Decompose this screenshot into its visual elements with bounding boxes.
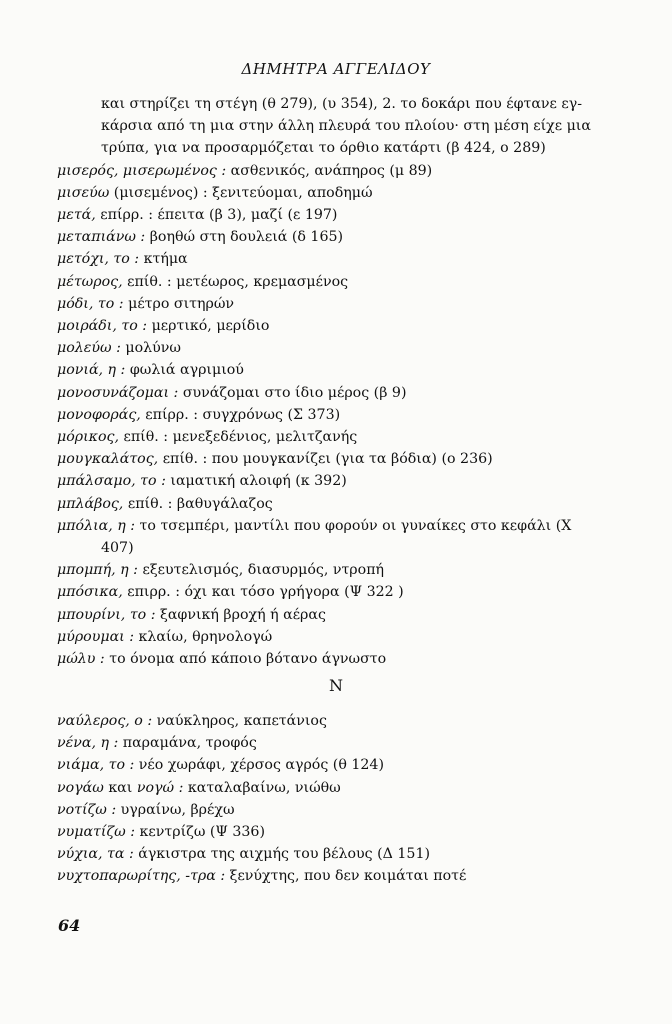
glossary-entry — [57, 382, 617, 404]
definition: καταλαβαίνω, νιώθω — [187, 779, 341, 796]
definition: νέο χωράφι, χέρσος αγρός (θ 124) — [138, 757, 384, 774]
glossary-entry — [57, 359, 617, 381]
section-letter: Ν — [329, 676, 343, 695]
headword: μόδι, το : — [57, 295, 124, 312]
headword: μολεύω : — [57, 340, 121, 357]
headword: νογάω — [57, 779, 104, 796]
glossary-entry — [57, 493, 617, 515]
headword: μισεύω — [57, 184, 110, 201]
glossary-entry — [57, 248, 617, 270]
glossary-block-m — [57, 93, 617, 670]
definition: φωλιά αγριμιού — [129, 362, 244, 379]
definition: συνάζομαι στο ίδιο μέρος (β 9) — [182, 384, 407, 401]
definition: το όνομα από κάποιο βότανο άγνωστο — [109, 651, 387, 668]
glossary-entry — [57, 448, 617, 470]
definition: επίρρ. : συγχρόνως (Σ 373) — [145, 406, 341, 423]
definition: επίθ. : που μουγκανίζει (για τα βόδια) (ο 236) — [162, 451, 493, 468]
running-header: ΔΗΜΗΤΡΑ ΑΓΓΕΛΙΔΟΥ — [241, 60, 431, 78]
glossary-entry — [57, 581, 617, 603]
headword: μουγκαλάτος, — [57, 451, 159, 468]
headword: νένα, η : — [57, 735, 119, 752]
definition: επίθ. : μετέωρος, κρεμασμένος — [127, 273, 349, 290]
headword: μισερός, μισερωμένος : — [57, 162, 227, 179]
definition: κλαίω, θρηνολογώ — [138, 628, 273, 645]
headword: μεταπιάνω : — [57, 229, 146, 246]
definition: ναύκληρος, καπετάνιος — [156, 713, 327, 729]
headword: νιάμα, το : — [57, 757, 135, 774]
glossary-entry — [57, 604, 617, 626]
definition: ιαματική αλοιφή (κ 392) — [170, 473, 347, 490]
definition: βοηθώ στη δουλειά (δ 165) — [149, 229, 344, 246]
definition: μολύνω — [125, 340, 181, 357]
definition: εξευτελισμός, διασυρμός, ντροπή — [142, 562, 385, 579]
definition: υγραίνω, βρέχω — [120, 801, 235, 818]
headword: μονοφοράς, — [57, 406, 141, 423]
glossary-entry — [57, 271, 617, 293]
headword: μώλυ : — [57, 651, 105, 668]
definition: κτήμα — [143, 251, 188, 268]
glossary-entry — [57, 470, 617, 492]
glossary-entry — [57, 710, 617, 732]
continuation-line: τρύπα, για να προσαρμόζεται το όρθιο κατάρτι (β 424, ο 289) — [101, 140, 546, 157]
headword: νοτίζω : — [57, 801, 117, 818]
definition: άγκιστρα της αιχμής του βέλους (Δ 151) — [138, 846, 431, 863]
headword: μπουρίνι, το : — [57, 606, 156, 623]
headword: νύχια, τα : — [57, 846, 134, 863]
glossary-entry — [57, 626, 617, 648]
glossary-entry — [57, 337, 617, 359]
definition: κεντρίζω (Ψ 336) — [139, 824, 265, 841]
glossary-entry — [57, 732, 617, 754]
headword: νυματίζω : — [57, 824, 136, 841]
glossary-entry — [57, 843, 617, 865]
definition: (μισεμένος) : ξενιτεύομαι, αποδημώ — [113, 184, 373, 201]
glossary-entry — [57, 515, 617, 537]
definition: μέτρο σιτηρών — [128, 295, 235, 312]
glossary-entry — [57, 160, 617, 182]
glossary-entry — [57, 315, 617, 337]
definition: επίρρ. : έπειτα (β 3), μαζί (ε 197) — [100, 207, 338, 224]
continuation-line: και στηρίζει τη στέγη (θ 279), (υ 354), 2. το δοκάρι που έφτανε εγ- — [101, 96, 583, 112]
glossary-entry — [57, 754, 617, 776]
headword: μόρικος, — [57, 429, 119, 446]
headword: μπόλια, η : — [57, 517, 136, 534]
definition: επιρρ. : όχι και τόσο γρήγορα (Ψ 322 ) — [127, 584, 404, 601]
headword: ναύλερος, ο : — [57, 713, 153, 729]
definition: το τσεμπέρι, μαντίλι που φορούν οι γυναίκες στο κεφάλι (Χ — [139, 517, 572, 534]
headword: μετόχι, το : — [57, 251, 140, 268]
glossary-entry — [57, 799, 617, 821]
headword: μετά, — [57, 207, 96, 224]
headword: μπάλσαμο, το : — [57, 473, 166, 490]
definition: ξαφνική βροχή ή αέρας — [160, 606, 326, 623]
glossary-entry — [57, 226, 617, 248]
glossary-entry — [57, 293, 617, 315]
headword: μέτωρος, — [57, 273, 123, 290]
definition: επίθ. : μενεξεδένιος, μελιτζανής — [123, 429, 358, 446]
glossary-entry — [57, 559, 617, 581]
headword: μπλάβος, — [57, 495, 124, 512]
glossary-entry — [57, 204, 617, 226]
definition-continuation: 407) — [101, 540, 134, 557]
headword: μπόσικα, — [57, 584, 123, 601]
glossary-entry — [57, 404, 617, 426]
headword: μοιράδι, το : — [57, 318, 148, 335]
glossary-block-n — [57, 710, 617, 888]
glossary-entry — [57, 865, 617, 887]
conjunction: και — [108, 779, 133, 796]
page-number: 64 — [58, 916, 81, 935]
glossary-entry — [57, 182, 617, 204]
headword: νυχτοπαρωρίτης, -τρα : — [57, 868, 226, 885]
headword: μονιά, η : — [57, 362, 126, 379]
glossary-entry — [57, 821, 617, 843]
definition: παραμάνα, τροφός — [122, 735, 257, 752]
glossary-entry — [57, 648, 617, 670]
continuation-line: κάρσια από τη μια στην άλλη πλευρά του πλοίου· στη μέση είχε μια — [101, 118, 591, 135]
glossary-entry — [57, 426, 617, 448]
headword: μονοσυνάζομαι : — [57, 384, 179, 401]
glossary-entry — [57, 777, 617, 799]
definition: ξενύχτης, που δεν κοιμάται ποτέ — [229, 868, 467, 885]
definition: ασθενικός, ανάπηρος (μ 89) — [230, 162, 433, 179]
headword: μπομπή, η : — [57, 562, 138, 579]
definition: επίθ. : βαθυγάλαζος — [127, 495, 273, 512]
headword: μύρουμαι : — [57, 628, 135, 645]
definition: μερτικό, μερίδιο — [151, 318, 270, 335]
headword-variant: νογώ : — [136, 779, 184, 796]
